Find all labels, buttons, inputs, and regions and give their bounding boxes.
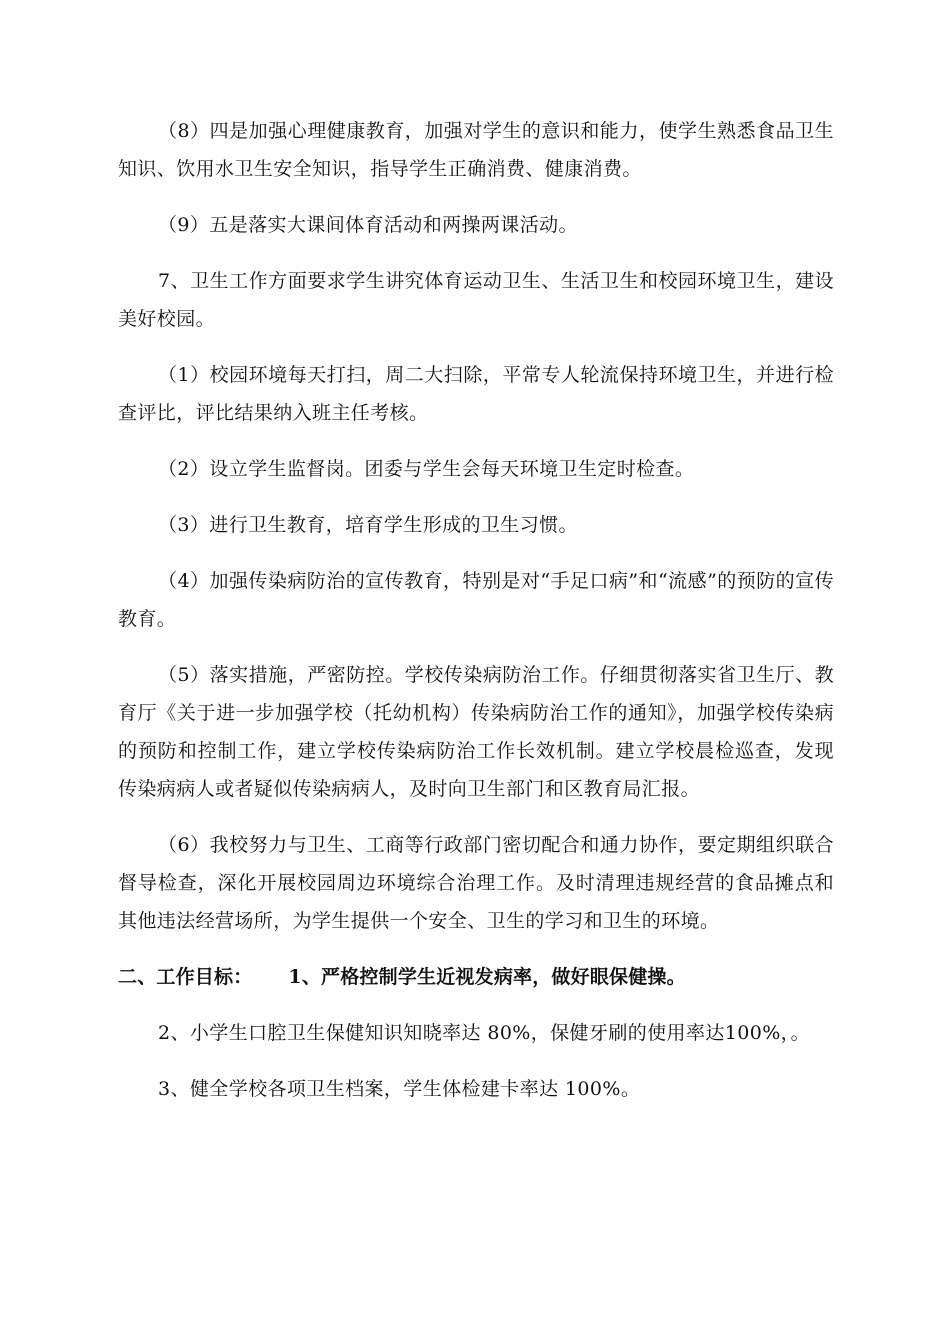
goal-1: 1、严格控制学生近视发病率，做好眼保健操。 [288,966,686,988]
paragraph-item-5: （5）落实措施，严密防控。学校传染病防治工作。仔细贯彻落实省卫生厅、教育厅《关于进一步加强学校（托幼机构）传染病防治工作的通知》，加强学校传染病的预防和控制工作，建立学校传染病防治工作长效机制。建立学校晨检巡查，发现传染病病人或者疑似传染病病人，及时向卫生部门和区教育局汇报。 [118,664,834,800]
paragraph-8: （8）四是加强心理健康教育，加强对学生的意识和能力，使学生熟悉食品卫生知识、饮用水卫生安全知识，指导学生正确消费、健康消费。 [118,120,834,180]
goal-2: 2、小学生口腔卫生保健知识知晓率达 80%，保健牙刷的使用率达100%，。 [158,1022,810,1044]
section-heading-label: 二、工作目标： [118,966,253,988]
paragraph-item-6: （6）我校努力与卫生、工商等行政部门密切配合和通力协作，要定期组织联合督导检查，深化开展校园周边环境综合治理工作。及时清理违规经营的食品摊点和其他违法经营场所，为学生提供一个安全、卫生的学习和卫生的环境。 [118,834,834,932]
paragraph-9: （9）五是落实大课间体育活动和两操两课活动。 [158,214,578,236]
section-heading [118,958,834,996]
paragraph-section-7: 7、卫生工作方面要求学生讲究体育运动卫生、生活卫生和校园环境卫生，建设美好校园。 [118,270,834,330]
paragraph-item-2: （2）设立学生监督岗。团委与学生会每天环境卫生定时检查。 [158,458,695,480]
goal-3: 3、健全学校各项卫生档案，学生体检建卡率达 100%。 [158,1078,641,1100]
document-page [118,112,834,1126]
paragraph-item-4: （4）加强传染病防治的宣传教育，特别是对“手足口病”和“流感”的预防的宣传教育。 [118,570,834,630]
paragraph-item-3: （3）进行卫生教育，培育学生形成的卫生习惯。 [158,514,578,536]
paragraph-item-1: （1）校园环境每天打扫，周二大扫除，平常专人轮流保持环境卫生，并进行检查评比，评比结果纳入班主任考核。 [118,364,834,424]
